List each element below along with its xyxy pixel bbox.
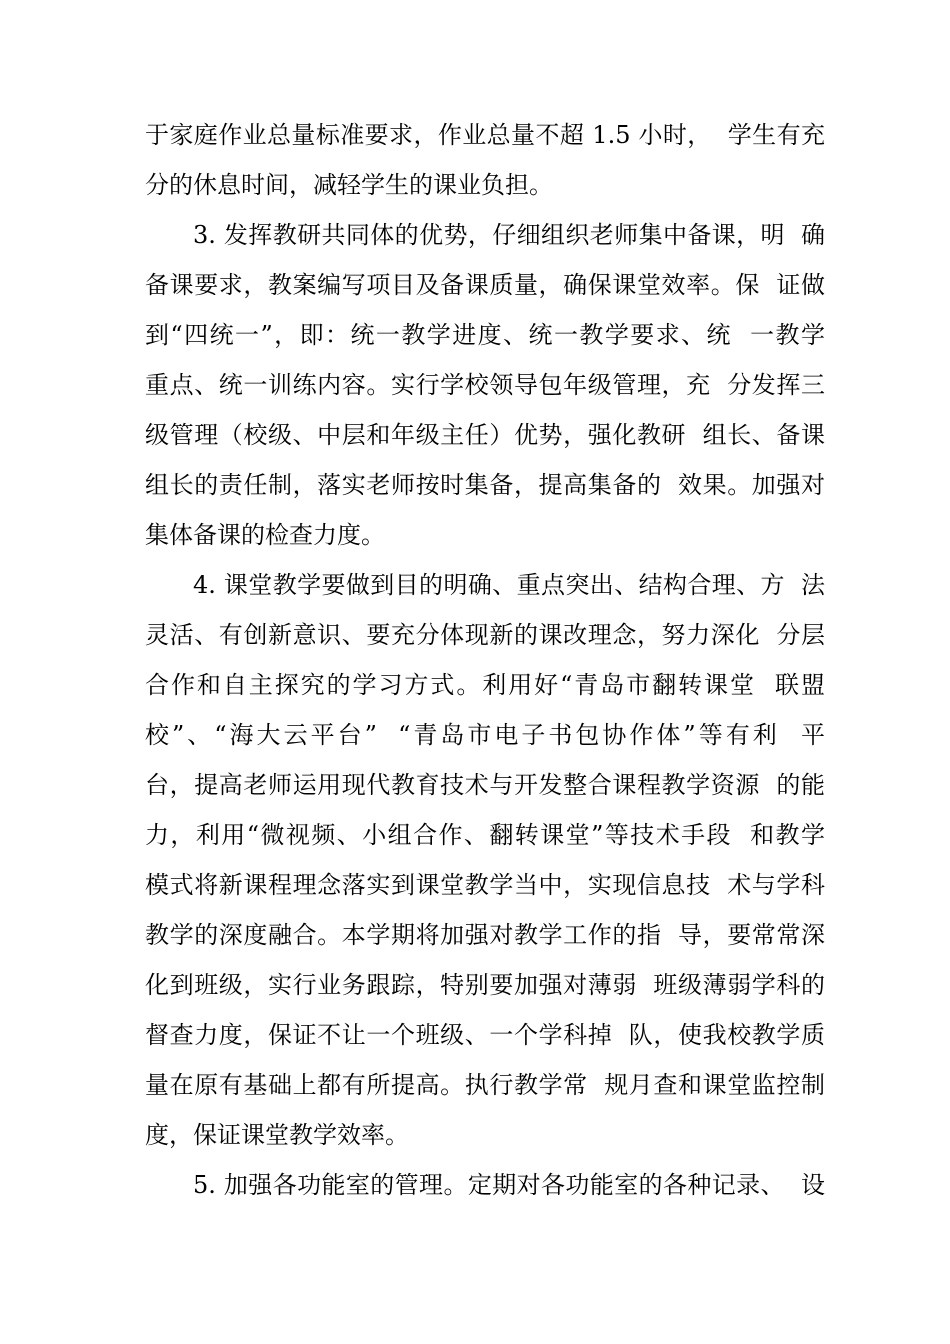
text-line: 集体备课的检查力度。: [145, 521, 385, 549]
text-line: 4. 课堂教学要做到目的明确、重点突出、结构合理、方 法: [193, 571, 825, 599]
text-line: 合作和自主探究的学习方式。利用好“青岛市翻转课堂 联盟: [145, 671, 825, 699]
text-line: 校”、“海大云平台” “青岛市电子书包协作体”等有利 平: [145, 721, 825, 749]
text-line: 模式将新课程理念落实到课堂教学当中，实现信息技 术与学科: [145, 871, 825, 899]
text-line: 化到班级，实行业务跟踪，特别要加强对薄弱 班级薄弱学科的: [145, 971, 825, 999]
text-line: 量在原有基础上都有所提高。执行教学常 规月查和课堂监控制: [145, 1071, 825, 1099]
text-line: 级管理（校级、中层和年级主任）优势，强化教研 组长、备课: [145, 421, 825, 449]
text-line: 于家庭作业总量标准要求，作业总量不超 1.5 小时， 学生有充: [145, 121, 825, 149]
text-line: 力，利用“微视频、小组合作、翻转课堂”等技术手段 和教学: [145, 821, 825, 849]
text-line: 3. 发挥教研共同体的优势，仔细组织老师集中备课，明 确: [193, 221, 825, 249]
document-body: [145, 110, 825, 1210]
text-line: 督查力度，保证不让一个班级、一个学科掉 队，使我校教学质: [145, 1021, 825, 1049]
text-line: 重点、统一训练内容。实行学校领导包年级管理，充 分发挥三: [145, 371, 825, 399]
text-line: 5. 加强各功能室的管理。定期对各功能室的各种记录、 设: [193, 1171, 825, 1199]
text-line: 灵活、有创新意识、要充分体现新的课改理念，努力深化 分层: [145, 621, 825, 649]
text-line: 组长的责任制，落实老师按时集备，提高集备的 效果。加强对: [145, 471, 825, 499]
text-line: 到“四统一”，即：统一教学进度、统一教学要求、统 一教学: [145, 321, 825, 349]
text-line: 度，保证课堂教学效率。: [145, 1121, 409, 1149]
text-line: 备课要求，教案编写项目及备课质量，确保课堂效率。保 证做: [145, 271, 825, 299]
text-line: 台，提高老师运用现代教育技术与开发整合课程教学资源 的能: [145, 771, 825, 799]
text-line: 教学的深度融合。本学期将加强对教学工作的指 导，要常常深: [145, 921, 825, 949]
text-line: 分的休息时间，减轻学生的课业负担。: [145, 171, 553, 199]
